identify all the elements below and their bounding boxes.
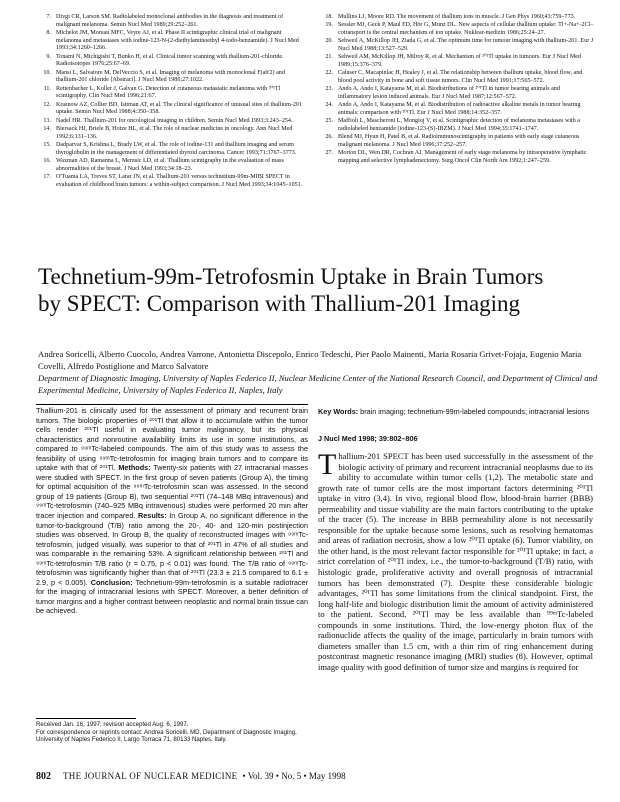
- reference-text: O'Tuama LA, Treves ST, Larar JN, et al. Thallium-201 versus technetium-99m-MIBI SPECT in evaluation of childhood brain tumors: a within-subject comparison. J Nucl Med 1993;34:1045–1051.: [56, 174, 303, 188]
- reference-number: 20.: [325, 38, 333, 45]
- reference-number: 8.: [46, 30, 51, 36]
- reference-text: Dadparvar S, Krishna L, Brady LW, et al. The role of iodine-131 and thallium imaging and serum thyroglobulin in the management of differentiated thyroid carcinoma. Cancer 1993;71:3767–3773.: [56, 142, 297, 156]
- reference-number: 26.: [325, 134, 333, 141]
- reference-item: [36, 118, 308, 126]
- reference-number: 10.: [43, 69, 51, 76]
- reference-text: Mullins LJ, Moore RD. The movement of thallium ions in muscle. J Gen Phys 1960;43:759–773.: [338, 14, 576, 20]
- reference-item: [36, 54, 308, 69]
- reference-number: 12.: [43, 101, 51, 108]
- reference-text: Caluser C, Macapinlac H, Healey J, et al. The relationship between thallium uptake, blood flow, and blood pool activity in bone and soft tissue tumors. Clin Nucl Med 1991;17:565–572.: [338, 70, 583, 84]
- page-footer: [36, 771, 596, 782]
- reference-item: [318, 134, 594, 149]
- reference-item: [318, 102, 594, 117]
- reference-number: 16.: [43, 158, 51, 164]
- keywords-label: Key Words:: [318, 407, 359, 416]
- page-number: 802: [36, 771, 51, 782]
- affiliation: Department of Diagnostic Imaging, University of Naples Federico II, Nuclear Medicine Center of the National Research Council, and Department of Clinical and Experimental Medicine, University of Naples Federico II, Naples, Italy: [38, 373, 598, 395]
- footnote-divider: [36, 718, 136, 719]
- reference-item: [36, 86, 308, 101]
- reference-list-left: [36, 14, 308, 190]
- citation: J Nucl Med 1998; 39:802–806: [318, 434, 418, 443]
- keywords: [318, 407, 593, 416]
- reference-text: Mansi L, Salvatore M, DelVeccio S, et al. Imaging of melanoma with monoclonal F(ab'2) and thallium-201 chloride [Abstract]. J Nucl Med 1986;27:1022.: [56, 69, 285, 84]
- reference-text: Biersack HJ, Briele B, Hotze HL, et al. The role of nuclear medicine in oncology. Ann Nucl Med 1992;6:131–136.: [56, 126, 293, 140]
- reference-number: 15.: [43, 142, 51, 148]
- correspondence-note: For correspondence or reprints contact: Andrea Soricelli, MD, Department of Diagnostic Imaging, University of Naples Federico II, Largo Torraca 71, 80133 Naples, Italy.: [36, 728, 297, 744]
- abstract-intro: Thallium-201 is clinically used for the assessment of primary and recurrent brain tumors. The biologic properties of ²⁰¹Tl that allow it to accumulate within the tumor cells render ²⁰¹Tl useful in evaluating tumor malignancy, but its physical characteristics and nonroutine availability limits its use in some institutions, as compared to ⁹⁹ᵐTc-labeled compounds. The aim of this study was to assess the feasibility of using ⁹⁹ᵐTc-tetrofosmin for imaging brain tumors and to compare its uptake with that of ²⁰¹Tl.: [36, 406, 308, 473]
- footnotes: [36, 721, 308, 744]
- conclusion-label: Conclusion:: [90, 577, 133, 587]
- reference-number: 14.: [43, 126, 51, 132]
- reference-text: Rettenbacher L, Koller J, Galvan G. Detection of cutaneous metastatic melanoma with ²⁰¹Tl scintigraphy. Clin Nucl Med 1996;21:67.: [56, 85, 281, 100]
- reference-text: Sehweil A, McKillop JH, Ziada G, et al. The optimum time for tumour imaging with thallium-201. Eur J Nucl Med 1988;13:527–529.: [338, 38, 594, 52]
- reference-text: Ando A, Ando I, Katayama M, et al. Biodistributions of ²⁰¹Tl in tumor bearing animals and inflammatory lesion induced animals. Eur J Nucl Med 1987;12:567–572.: [338, 86, 560, 100]
- reference-number: 21.: [325, 54, 333, 61]
- reference-item: [318, 86, 594, 101]
- reference-item: [36, 126, 308, 141]
- reference-number: 19.: [325, 22, 333, 29]
- reference-item: [36, 70, 308, 85]
- reference-text: Nadel HR. Thallium-201 for oncological imaging in children. Semin Nucl Med 1993;3:243–254.: [56, 117, 293, 124]
- reference-text: Maffioli L, Mascheroni L, Mongioj V, et al. Scintigraphic detection of melanoma metastases with a radiolabeled benzamide (iodine-123-(S)-IBZM). J Nucl Med 1994;35:1741–1747.: [338, 118, 581, 132]
- journal-name: THE JOURNAL OF NUCLEAR MEDICINE: [63, 771, 238, 781]
- reference-text: Michelot JM, Moreau MFC, Veyre AJ, et al. Phase II scintigraphic clinical trial of malignant melanoma and metastases with iodine-123-N-(2-diethylaminoethyl 4-iodo-benzamide). J Nucl Med 1993;34:1260–1266.: [56, 30, 299, 52]
- received-note: Received Jan. 16, 1997; revision accepted Aug. 6, 1997.: [36, 721, 189, 728]
- reference-number: 24.: [325, 102, 333, 109]
- reference-item: [318, 54, 594, 69]
- reference-number: 13.: [43, 117, 51, 124]
- abstract-conclusion: Technetium-99m-tetrofosmin is a suitable radiotracer for the imaging of intracranial lesions with SPECT. Moreover, a better definition of tumor margins and a higher contrast between neoplastic and normal brain tissue can be achieved.: [36, 577, 308, 616]
- reference-text: Ando A, Ando I, Katayama M, et al. Biodistribution of radioactive alkaline metals in tumor bearing animals: comparison with ²⁰¹Tl. Eur J Nucl Med 1988;14:352–357.: [338, 102, 581, 116]
- methods-label: Methods:: [118, 463, 151, 473]
- reference-item: [36, 142, 308, 157]
- abstract-methods: Twenty-six patients with 27 intracranial masses were studied with SPECT. In the first group of seven patients (Group A), the timing for optimal acquisition of the ⁹⁹ᵐTc-tetrofosmin scan was assessed. In the second group of 19 patients (Group B), two sequential ²⁰¹Tl (74–148 MBq intravenous) and ⁹⁹ᵐTc-tetrofosmin (740–925 MBq intravenous) studies were performed 20 min after tracer injection and compared.: [36, 463, 309, 521]
- reference-list-right: [318, 14, 594, 166]
- results-label: Results:: [138, 511, 167, 521]
- reference-number: 9.: [46, 53, 51, 60]
- drop-cap: T: [318, 448, 337, 481]
- reference-text: Blend MJ, Hyun H, Patel B, et al. Radioimmunoscintigraphy in patients with early stage cutaneous malignant melanoma. J Nucl Med 1996;37:252–257.: [338, 134, 580, 148]
- reference-text: Waxman AD, Ramanna L, Memsic LD, et al. Thallium scintigraphy in the evaluation of mass abnormalities of the breast. J Nucl Med 1993;34:18–23.: [56, 158, 284, 172]
- reference-text: Tonami N, Michigishi T, Bunko H, et al. Clinical tumor scanning with thallium-201-chloride. Radioisotopes 1976;25:67–69.: [56, 53, 284, 68]
- reference-item: [318, 118, 594, 133]
- reference-item: [36, 14, 308, 29]
- reference-item: [36, 102, 308, 117]
- body-text: [318, 448, 593, 672]
- volume-info: • Vol. 39 • No. 5 • May 1998: [242, 771, 346, 781]
- reference-text: Divgi CR, Larson SM. Radiolabeled monoclonal antibodies in the diagnosis and treatment of malignant melanoma. Semin Nucl Med 1989;29:252–261.: [56, 14, 284, 28]
- reference-text: Krasnow AZ, Collier BD, Isitman AT, et al. The clinical significance of unusual sites of thallium-201 uptake. Semin Nucl Med 1988;4:350–358.: [56, 101, 303, 116]
- keywords-text: brain imaging; technetium-99m-labeled compounds; intracranial lesions: [360, 407, 590, 416]
- reference-text: Morton DL, Wen DR, Cochran AJ. Management of early stage melanoma by intraoperative lymphatic mapping and selective lymphadenectomy. Surg Oncol Clin North Am 1992;1:247–259.: [338, 150, 587, 164]
- reference-number: 27.: [325, 150, 333, 157]
- reference-number: 23.: [325, 86, 333, 93]
- abstract-divider: [36, 404, 308, 405]
- reference-number: 7.: [46, 14, 51, 20]
- reference-item: [318, 70, 594, 85]
- abstract: [36, 406, 308, 616]
- abstract-results: In Group A, no significant difference in the tumor-to-background (T/B) ratio among the 20-, 40- and 120-min postinjection studies was observed. In Group B, the quality of reconstructed images with ⁹⁹ᵐTc-tetrofosmin, judged visually, was superior to that of ²⁰¹Tl in 47% of all studies and was comparable in the remaining 53%. A significant relationship between ²⁰¹Tl and ⁹⁹ᵐTc-tetrofosmin T/B ratio (r = 0.75, p < 0.01) was found. The T/B ratio of ⁹⁹ᵐTc-tetrofosmin was significantly higher than that of ²⁰¹Tl (23.3 ± 21.5 compared to 6.1 ± 2.9, p < 0.005).: [36, 511, 309, 587]
- reference-number: 11.: [43, 85, 51, 92]
- reference-text: Sehweil AM, McKillop JH, Milroy R, et al. Mechanism of ²⁰¹Tl uptake in tumours. Eur J Nucl Med 1989;15:376–379.: [338, 54, 582, 68]
- reference-item: [318, 38, 594, 53]
- reference-number: 25.: [325, 118, 333, 125]
- reference-number: 18.: [325, 14, 333, 20]
- reference-item: [36, 174, 308, 189]
- body-paragraph: hallium-201 SPECT has been used successfully in the assessment of the biologic activity of primary and recurrent intracranial neoplasms due to its ability to accumulate within tumor cells (1,2). The metabolic state and growth rate of tumor cells are the most important factors determining ²⁰¹Tl uptake in vitro (3,4). In vivo, regional blood flow, blood-brain barrier (BBB) permeability and tissue viability are the main factors contributing to the uptake of the tracer (5). The increase in BBB permeability alone is not necessarily responsible for the uptake because some lesions, such as resolving hematomas and areas of radiation necrosis, show a low ²⁰¹Tl uptake (6). Tumor viability, on the other hand, is the most relevant factor responsible for ²⁰¹Tl uptake; in fact, a strict correlation of ²⁰¹Tl index, i.e., the tumor-to-background (T/B) ratio, with histologic grade, proliferative activity and overall prognosis of intracranial tumors has been demonstrated (7). Despite these considerable biologic advantages, ²⁰¹Tl has some limitations from the clinical standpoint. First, the long half-life and biologic distribution limit the amount of activity administered to the patient. Second, ²⁰¹Tl may be less available than ⁹⁹ᵐTc-labeled compounds in some institutions. Third, the low-energy photon flux of the radionuclide affects the quality of the image, particularly in brain tumors with diameters smaller than 1.5 cm, with a thin rim of ring enhancement during postcontrast magnetic resonance imaging (MRI) studies (8). However, optimal image quality with good definition of tumor size and margins is required for: [318, 451, 593, 672]
- reference-number: 22.: [325, 70, 333, 77]
- reference-item: [318, 14, 594, 22]
- author-list: Andrea Soricelli, Alberto Cuocolo, Andrea Varrone, Antonietta Discepolo, Enrico Tedeschi, Pier Paolo Mainenti, Maria Rosaria Grivet-Fojaja, Eugenio Maria Covelli, Alfredo Postiglione and Marco Salvatore: [38, 349, 582, 371]
- reference-item: [318, 150, 594, 165]
- reference-item: [36, 158, 308, 173]
- reference-number: 17.: [43, 174, 51, 180]
- article-title: Technetium-99m-Tetrofosmin Uptake in Brain Tumors by SPECT: Comparison with Thallium-201 Imaging: [38, 264, 544, 316]
- reference-item: [318, 22, 594, 37]
- reference-text: Sessler MJ, Geck P, Maul FD, Hör G, Munz DL. New aspects of cellular thallium uptake: Tl+-Na+-2Cl–cotransport is the central mechanism of ion uptake. Nuklear-medizin 1986;25:24–27.: [338, 22, 594, 36]
- reference-item: [36, 30, 308, 53]
